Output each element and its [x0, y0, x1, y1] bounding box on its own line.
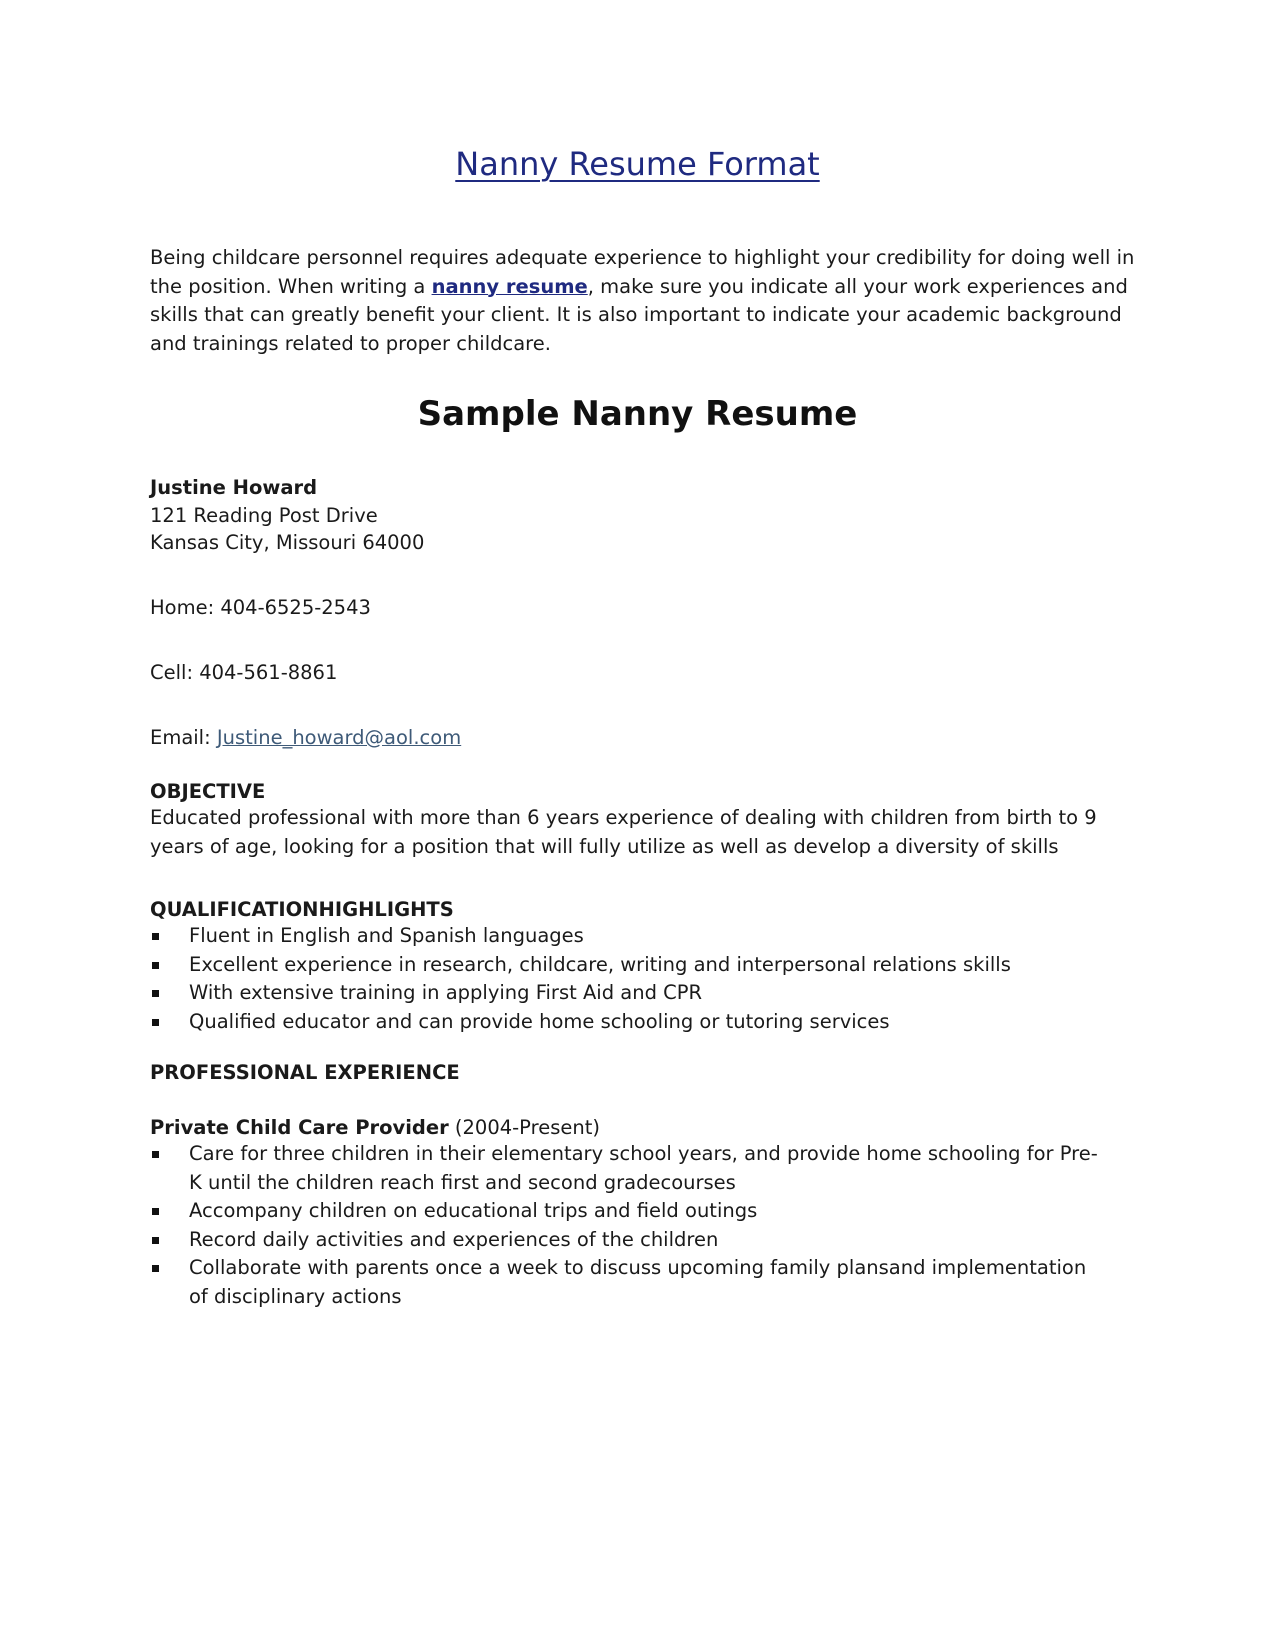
list-item — [150, 1008, 1110, 1037]
address-line-1: 121 Reading Post Drive — [150, 504, 378, 527]
address-line-2: Kansas City, Missouri 64000 — [150, 531, 425, 554]
home-phone: Home: 404-6525-2543 — [150, 596, 371, 619]
square-bullet-icon — [152, 1208, 159, 1215]
qualifications-list — [150, 922, 1110, 1036]
objective-heading: OBJECTIVE — [150, 780, 266, 803]
list-item — [150, 1197, 1110, 1226]
job-title-line — [150, 1116, 600, 1139]
list-item-text: Collaborate with parents once a week to discuss upcoming family plansand implementation of disciplinary actions — [189, 1256, 1087, 1308]
list-item-text: Excellent experience in research, childcare, writing and interpersonal relations skills — [189, 952, 1011, 976]
list-item-text: Accompany children on educational trips and field outings — [189, 1199, 758, 1222]
intro-text-start: Being childcare personnel requires adequate experience to highlight your credibility for doing well in the position. When writing a — [150, 246, 1135, 298]
list-item — [150, 1140, 1110, 1197]
nanny-resume-link[interactable]: nanny resume — [431, 274, 588, 298]
list-item — [150, 1226, 1110, 1255]
list-item-text: Record daily activities and experiences of the children — [189, 1227, 719, 1251]
experience-heading: PROFESSIONAL EXPERIENCE — [150, 1061, 460, 1084]
list-item — [150, 922, 1110, 951]
square-bullet-icon — [152, 1019, 159, 1026]
list-item — [150, 979, 1110, 1008]
square-bullet-icon — [152, 990, 159, 997]
email-line — [150, 726, 461, 749]
job-period: (2004-Present) — [448, 1116, 600, 1139]
square-bullet-icon — [152, 962, 159, 969]
list-item — [150, 1254, 1110, 1311]
email-label: Email: — [150, 726, 217, 749]
email-link[interactable]: Justine_howard@aol.com — [216, 726, 462, 749]
list-item — [150, 951, 1110, 980]
square-bullet-icon — [152, 1151, 159, 1158]
list-item-text: Qualified educator and can provide home schooling or tutoring services — [189, 1009, 890, 1033]
document-title[interactable]: Nanny Resume Format — [455, 145, 820, 183]
contact-name: Justine Howard — [150, 476, 318, 499]
cell-phone: Cell: 404-561-8861 — [150, 661, 338, 684]
list-item-text: With extensive training in applying First Aid and CPR — [189, 981, 703, 1004]
sample-heading: Sample Nanny Resume — [417, 394, 858, 434]
intro-text-end: , make sure you indicate all your work experiences and skills that can greatly benefit your client. It is also important to indicate your academic background and trainings related to proper childcare. — [150, 274, 1128, 355]
list-item-text: Fluent in English and Spanish languages — [189, 924, 584, 947]
qualifications-heading: QUALIFICATIONHIGHLIGHTS — [150, 898, 454, 921]
job-title: Private Child Care Provider — [150, 1116, 449, 1139]
square-bullet-icon — [152, 1265, 159, 1272]
experience-list — [150, 1140, 1110, 1311]
list-item-text: Care for three children in their elementary school years, and provide home schooling for Pre-K until the children reach first and second gradecourses — [189, 1142, 1098, 1194]
intro-paragraph — [150, 244, 1135, 358]
square-bullet-icon — [152, 933, 159, 940]
objective-text: Educated professional with more than 6 years experience of dealing with children from birth to 9 years of age, looking for a position that will fully utilize as well as develop a diversity of skills — [150, 806, 1097, 858]
square-bullet-icon — [152, 1237, 159, 1244]
